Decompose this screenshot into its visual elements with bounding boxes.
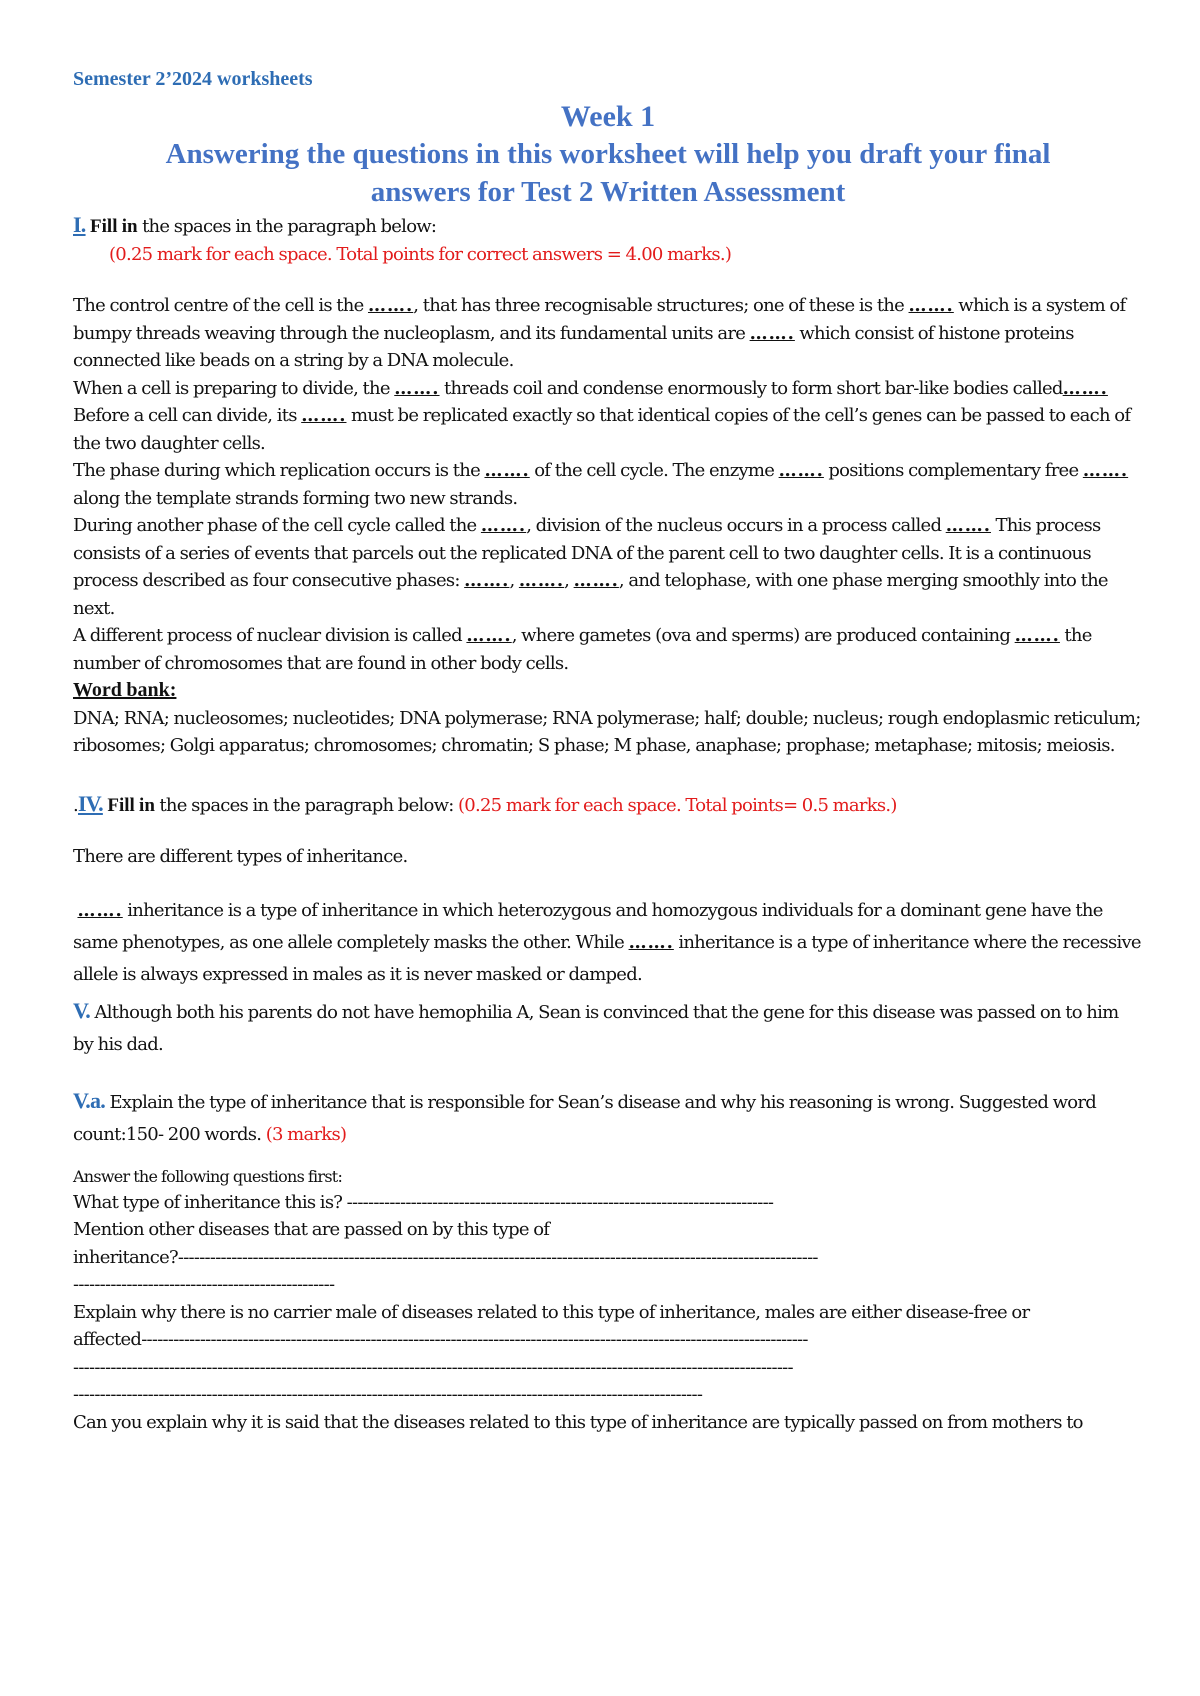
section-1-instruction <box>73 211 1143 241</box>
paragraph-6 <box>73 622 1143 677</box>
text: of the cell cycle. The enzyme <box>529 460 779 481</box>
section-5a-text: Explain the type of inheritance that is responsible for Sean’s disease and why his reasoning is wrong. Suggested word count:150- 200 words. <box>73 1091 1096 1145</box>
instruction-text: the spaces in the paragraph below: <box>154 794 459 816</box>
answer-questions <box>73 1165 1143 1437</box>
section-4 <box>73 790 1143 991</box>
blank-space: ……. <box>573 570 619 591</box>
text: , where gametes (ova and sperms) are produced containing <box>511 625 1015 646</box>
text: which is a system of bumpy threads weaving through the nucleoplasm, and its fundamental units are <box>73 295 1126 344</box>
text: , and telophase, with one phase merging smoothly into the next. <box>73 570 1108 619</box>
blank-space: ……. <box>749 322 795 344</box>
worksheet-heading-line1: Answering the questions in this worksheet will help you draft your final <box>165 138 1051 170</box>
question-2-line1: Mention other diseases that are passed on by this type of <box>73 1219 550 1240</box>
question-3-line4: ---------------------------------------------------------------------------------------------------------------------- <box>73 1384 703 1405</box>
answer-first-label: Answer the following questions first: <box>73 1166 343 1186</box>
blank-space: ……. <box>1014 625 1060 646</box>
section-5a <box>73 1085 1143 1151</box>
blank-space: ……. <box>464 570 510 591</box>
text: which consist of histone proteins connected like beads on a string by a DNA molecule. <box>73 322 1074 371</box>
blank-space: ……. <box>367 295 414 316</box>
text: A different process of nuclear division is called <box>73 625 467 646</box>
word-bank: DNA; RNA; nucleosomes; nucleotides; DNA polymerase; RNA polymerase; half; double; nucleus; rough endoplasmic reticulum; ribosomes; Golgi apparatus; chromosomes; chromatin; S phase; M phase, anaphase; prophase; metaphase; mitosis; meiosis. <box>73 707 1141 756</box>
blank-space: ……. <box>778 460 824 481</box>
worksheet-page <box>73 68 1143 1436</box>
paragraph-2 <box>73 375 1143 403</box>
blank-space: ……. <box>628 931 674 953</box>
blank-space: ……. <box>466 625 512 646</box>
question-3-line2: affected----------------------------------------------------------------------------------------------------------------------------- <box>73 1329 808 1350</box>
fill-in-label: Fill in <box>107 794 155 816</box>
text: , that has three recognisable structures; one of these is the <box>413 295 909 316</box>
worksheet-heading-line2: answers for Test 2 Written Assessment <box>370 176 846 208</box>
text: inheritance is a type of inheritance where the recessive allele is always expressed in males as it is never masked or damped. <box>73 931 1141 985</box>
text: Before a cell can divide, its <box>73 405 302 426</box>
section-4-instruction <box>73 790 1143 820</box>
text: , division of the nucleus occurs in a process called <box>526 515 946 536</box>
question-3-line1: Explain why there is no carrier male of diseases related to this type of inheritance, males are either disease-free or <box>73 1301 1030 1323</box>
blank-space: ……. <box>908 295 954 316</box>
blank-space: ……. <box>394 377 440 399</box>
section-4-intro: There are different types of inheritance. <box>73 846 408 867</box>
section-4-paragraph <box>73 895 1143 991</box>
question-2-line3: ------------------------------------------------- <box>73 1274 335 1295</box>
section-5a-marks: (3 marks) <box>265 1123 347 1145</box>
blank-space: ……. <box>77 899 123 921</box>
section-1 <box>73 211 1143 760</box>
text: along the template strands forming two new strands. <box>73 487 518 509</box>
text: threads coil and condense enormously to form short bar-like bodies called <box>439 377 1063 399</box>
word-bank-title: Word bank: <box>73 679 177 701</box>
section-5 <box>73 995 1143 1061</box>
text: During another phase of the cell cycle called the <box>73 515 481 536</box>
section-1-number: I. <box>73 212 86 237</box>
blank-space: ……. <box>1082 460 1129 481</box>
blank-space: ……. <box>1062 377 1108 399</box>
question-2-line2: inheritance?------------------------------------------------------------------------------------------------------------------------ <box>73 1246 818 1268</box>
semester-label: Semester 2’2024 worksheets <box>73 68 313 90</box>
text: The control centre of the cell is the <box>73 295 368 316</box>
question-1: What type of inheritance this is? -------------------------------------------------------------------------------- <box>73 1191 774 1213</box>
blank-space: ……. <box>945 515 991 536</box>
text: inheritance is a type of inheritance in which heterozygous and homozygous individuals for a dominant gene have the same phenotypes, as one allele completely masks the other. While <box>73 899 1103 953</box>
blank-space: ……. <box>480 515 527 536</box>
question-4: Can you explain why it is said that the diseases related to this type of inheritance are typically passed on from mothers to <box>73 1411 1083 1433</box>
blank-space: ……. <box>301 405 347 426</box>
paragraph-5: During another phase of the cell cycle called the ……., division of the nucleus occurs in a process called ……. This process consists of a series of events that parcels out the replicated DNA of the parent cell to two daughter cells. It is a continuous process described as four consecutive phases: ……., ……., ……., and telophase, with one phase merging smoothly into the next. <box>73 515 1108 619</box>
blank-space: ……. <box>518 570 565 591</box>
paragraph-4 <box>73 457 1143 512</box>
paragraph-1 <box>73 292 1143 375</box>
fill-in-label: Fill in <box>90 216 138 237</box>
section-5-number: V. <box>73 997 91 1023</box>
section-1-marks: (0.25 mark for each space. Total points for correct answers = 4.00 marks.) <box>109 243 732 265</box>
text: When a cell is preparing to divide, the <box>73 377 395 399</box>
instruction-text: the spaces in the paragraph below: <box>137 216 437 237</box>
text: The phase during which replication occurs is the <box>73 460 485 481</box>
text: . <box>73 794 78 816</box>
section-4-marks: (0.25 mark for each space. Total points= 0.5 marks.) <box>458 794 897 816</box>
section-4-number: IV. <box>77 790 103 816</box>
week-title: Week 1 <box>560 100 656 133</box>
text: the number of chromosomes that are found in other body cells. <box>73 625 1092 674</box>
text: positions complementary free <box>823 460 1083 481</box>
text: must be replicated exactly so that identical copies of the cell’s genes can be passed to each of the two daughter cells. <box>73 405 1131 454</box>
paragraph-3 <box>73 402 1143 457</box>
blank-space: ……. <box>484 460 530 481</box>
section-5a-number: V.a. <box>73 1087 106 1113</box>
question-3-line3: --------------------------------------------------------------------------------------------------------------------------------------- <box>73 1356 793 1378</box>
text: This process consists of a series of events that parcels out the replicated DNA of the parent cell to two daughter cells. It is a continuous process described as four consecutive phases: <box>73 515 1101 591</box>
section-5-text: Although both his parents do not have hemophilia A, Sean is convinced that the gene for this disease was passed on to him by his dad. <box>73 1001 1119 1055</box>
